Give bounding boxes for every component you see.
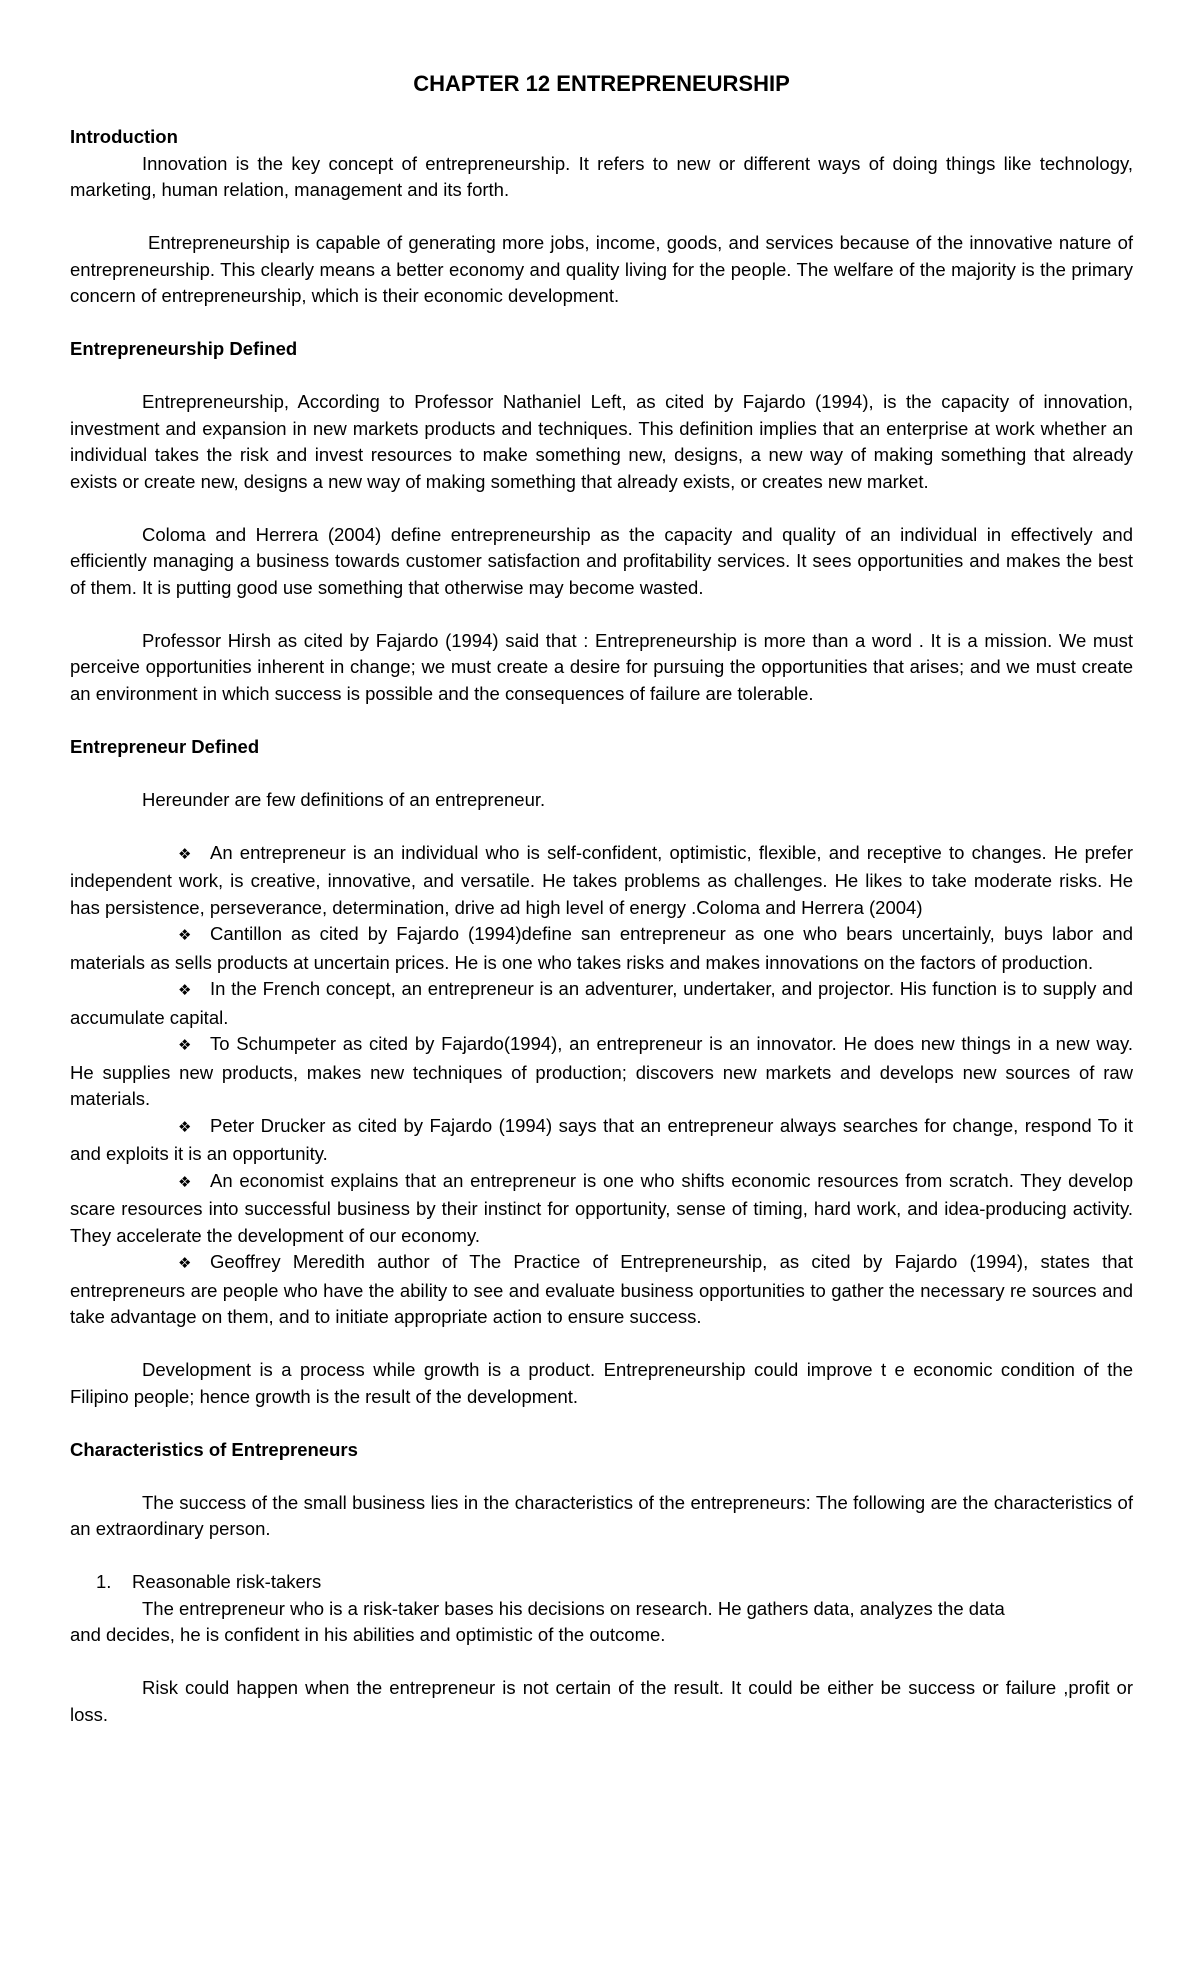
definition-bullet bbox=[70, 1031, 1133, 1113]
page-title: CHAPTER 12 ENTREPRENEURSHIP bbox=[413, 71, 790, 96]
definition-bullet-text: An entrepreneur is an individual who is self-confident, optimistic, flexible, and receptive to changes. He prefer independent work, is creative, innovative, and versatile. He takes problems as challenges. He likes to take moderate risks. He has persistence, perseverance, determination, drive ad high level of energy .Coloma and Herrera (2004) bbox=[70, 841, 1133, 918]
entrepreneur-defined-heading: Entrepreneur Defined bbox=[70, 735, 260, 757]
diamond-bullet-icon: ❖ bbox=[178, 1255, 192, 1272]
list-item-number: 1. bbox=[96, 1571, 112, 1592]
definition-bullet-text: Cantillon as cited by Fajardo (1994)define san entrepreneur as one who bears uncertainly, buys labor and materials as sells products at uncertain prices. He is one who takes risks and makes innovations on the factors of production. bbox=[70, 923, 1133, 973]
list-item-detail-line-2: and decides, he is confident in his abilities and optimistic of the outcome. bbox=[70, 1624, 666, 1645]
diamond-bullet-icon: ❖ bbox=[178, 1173, 192, 1191]
definition-bullet-text: An economist explains that an entrepreneur is one who shifts economic resources from scratch. They develop scare resources into successful business by their instinct for opportunity, sense of timing, hard work, and idea-producing activity. They accelerate the development of our economy. bbox=[70, 1169, 1133, 1246]
introduction-heading: Introduction bbox=[70, 126, 178, 147]
definition-bullet bbox=[70, 1113, 1133, 1168]
list-item-title: Reasonable risk-takers bbox=[132, 1571, 322, 1592]
risk-paragraph: Risk could happen when the entrepreneur is not certain of the result. It could be either be success or failure ,profit or loss. bbox=[70, 1677, 1133, 1725]
diamond-bullet-icon: ❖ bbox=[178, 845, 192, 863]
entrepreneur-defined-lead: Hereunder are few definitions of an entrepreneur. bbox=[142, 788, 546, 810]
characteristics-heading: Characteristics of Entrepreneurs bbox=[70, 1438, 358, 1460]
definition-bullet bbox=[70, 921, 1133, 976]
entrepreneurship-defined-paragraph-3: Professor Hirsh as cited by Fajardo (1994) said that : Entrepreneurship is more than a word . It is a mission. We must perceive opportunities inherent in change; we must create a desire for pursuing the opportunities that arises; and we must create an environment in which success is possible and the consequences of failure are tolerable. bbox=[70, 629, 1133, 704]
diamond-bullet-icon: ❖ bbox=[178, 927, 192, 944]
definition-bullet-text: Peter Drucker as cited by Fajardo (1994) says that an entrepreneur always searches for change, respond To it and exploits it is an opportunity. bbox=[70, 1114, 1133, 1164]
entrepreneurship-defined-paragraph-2: Coloma and Herrera (2004) define entrepreneurship as the capacity and quality of an individual in effectively and efficiently managing a business towards customer satisfaction and profitability services. It sees opportunities and makes the best of them. It is putting good use something that otherwise may become wasted. bbox=[70, 523, 1133, 598]
development-paragraph: Development is a process while growth is a product. Entrepreneurship could improve t e economic condition of the Filipino people; hence growth is the result of the development. bbox=[70, 1359, 1133, 1407]
diamond-bullet-icon: ❖ bbox=[178, 1118, 192, 1136]
definition-bullet-text: Geoffrey Meredith author of The Practice of Entrepreneurship, as cited by Fajardo (1994), states that entrepreneurs are people who have the ability to see and evaluate business opportunities to gather the necessary re sources and take advantage on them, and to initiate appropriate action to ensure success. bbox=[70, 1251, 1133, 1327]
definition-bullet bbox=[70, 1168, 1133, 1250]
diamond-bullet-icon: ❖ bbox=[178, 1037, 192, 1054]
list-item-detail-line-1: The entrepreneur who is a risk-taker bases his decisions on research. He gathers data, analyzes the data bbox=[142, 1597, 1005, 1619]
document-content bbox=[70, 70, 1133, 1728]
list-item bbox=[70, 1569, 1133, 1596]
definition-bullet-text: In the French concept, an entrepreneur is an adventurer, undertaker, and projector. His function is to supply and accumulate capital. bbox=[70, 978, 1133, 1028]
definition-bullet bbox=[70, 1249, 1133, 1331]
characteristics-lead: The success of the small business lies in the characteristics of the entrepreneurs: The following are the characteristics of an extraordinary person. bbox=[70, 1491, 1133, 1539]
diamond-bullet-icon: ❖ bbox=[178, 982, 192, 999]
definition-bullet-text: To Schumpeter as cited by Fajardo(1994), an entrepreneur is an innovator. He does new things in a new way. He supplies new products, makes new techniques of production; discovers new markets and develops new sources of raw materials. bbox=[70, 1033, 1133, 1109]
definition-bullet bbox=[70, 840, 1133, 922]
definition-bullet bbox=[70, 976, 1133, 1031]
entrepreneurship-defined-paragraph-1: Entrepreneurship, According to Professor Nathaniel Left, as cited by Fajardo (1994), is the capacity of innovation, investment and expansion in new markets products and techniques. This definition implies that an enterprise at work whether an individual takes the risk and invest resources to make something new, designs, a new way of making something that already exists or create new, designs a new way of making something that already exists, or creates new market. bbox=[70, 391, 1133, 492]
entrepreneurship-defined-heading: Entrepreneurship Defined bbox=[70, 338, 298, 359]
introduction-paragraph-2: Entrepreneurship is capable of generating more jobs, income, goods, and services because of the innovative nature of entrepreneurship. This clearly means a better economy and quality living for the people. The welfare of the majority is the primary concern of entrepreneurship, which is their economic development. bbox=[70, 232, 1133, 306]
introduction-paragraph-1: Innovation is the key concept of entrepreneurship. It refers to new or different ways of doing things like technology, marketing, human relation, management and its forth. bbox=[70, 152, 1133, 200]
